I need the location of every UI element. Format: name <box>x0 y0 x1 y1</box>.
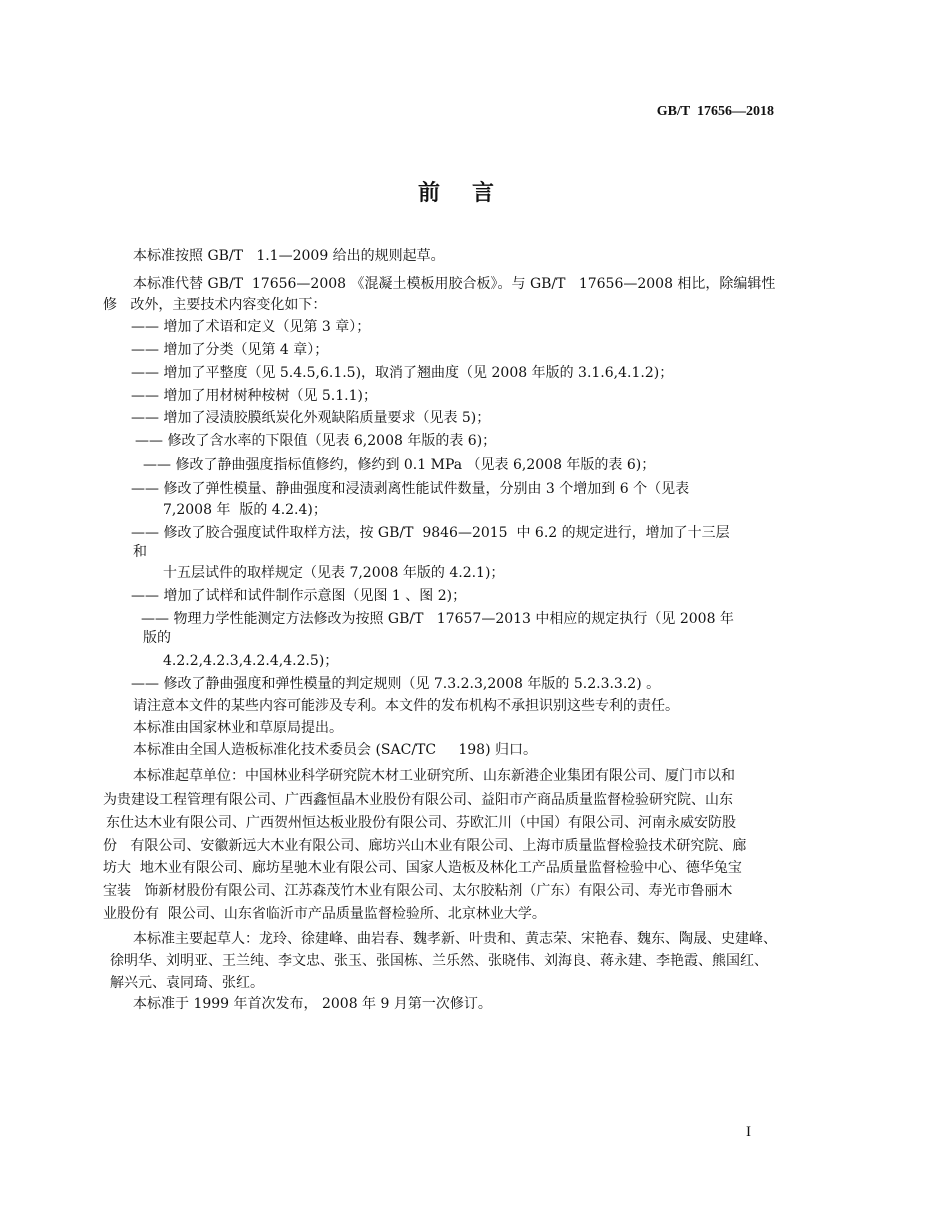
text-line: 业股份有 限公司、山东省临沂市产品质量监督检验所、北京林业大学。 <box>103 906 546 922</box>
list-item: —— 修改了含水率的下限值（见表 6,2008 年版的表 6)； <box>135 433 497 449</box>
text-line: 宝装 饰新材股份有限公司、江苏森茂竹木业有限公司、太尔胶粘剂（广东）有限公司、寿光市鲁丽木 <box>103 883 733 899</box>
list-item: —— 修改了静曲强度指标值修约，修约到 0.1 MPa （见表 6,2008 年版的表 6)； <box>143 457 656 473</box>
text-line: 解兴元、袁同琦、张红。 <box>110 975 264 991</box>
list-item-continuation: 十五层试件的取样规定（见表 7,2008 年版的 4.2.1)； <box>163 565 505 581</box>
list-item: —— 增加了试样和试件制作示意图（见图 1 、图 2)； <box>131 588 467 604</box>
standard-code: GB/T 17656—2018 <box>656 104 774 119</box>
list-item: —— 修改了静曲强度和弹性模量的判定规则（见 7.3.2.3,2008 年版的 5.2.3.3.2) 。 <box>131 676 661 692</box>
list-item-continuation: 版的 <box>143 630 171 646</box>
text-line: 本标准起草单位：中国林业科学研究院木材工业研究所、山东新港企业集团有限公司、厦门市以和 <box>133 768 735 784</box>
text-line: 本标准主要起草人：龙玲、徐建峰、曲岩春、魏孝新、叶贵和、黄志荣、宋艳春、魏东、陶晟、史建峰、 <box>133 931 777 947</box>
page-number: I <box>746 1124 751 1140</box>
text-line: 东仕达木业有限公司、广西贺州恒达板业股份有限公司、芬欧汇川（中国）有限公司、河南永威安防股 <box>106 815 736 831</box>
text-line: 本标准按照 GB/T 1.1—2009 给出的规则起草。 <box>133 248 445 264</box>
list-item: —— 增加了用材树种桉树（见 5.1.1)； <box>131 388 377 404</box>
list-item-continuation: 4.2.2,4.2.3,4.2.4,4.2.5)； <box>163 653 339 669</box>
text-line: 修 改外，主要技术内容变化如下： <box>103 297 327 313</box>
text-line: 为贵建设工程管理有限公司、广西鑫恒晶木业股份有限公司、益阳市产商品质量监督检验研究院、山东 <box>103 792 733 808</box>
text-line: 请注意本文件的某些内容可能涉及专利。本文件的发布机构不承担识别这些专利的责任。 <box>133 698 679 714</box>
text-line: 本标准由全国人造板标准化技术委员会 (SAC/TC 198) 归口。 <box>133 742 537 758</box>
list-item: —— 修改了胶合强度试件取样方法，按 GB/T 9846—2015 中 6.2 的规定进行，增加了十三层 <box>131 525 730 541</box>
list-item: —— 物理力学性能测定方法修改为按照 GB/T 17657—2013 中相应的规定执行（见 2008 年 <box>141 611 734 627</box>
text-line: 本标准代替 GB/T 17656—2008 《混凝土模板用胶合板》。与 GB/T 17656—2008 相比，除编辑性 <box>133 276 776 292</box>
text-line: 份 有限公司、安徽新远大木业有限公司、廊坊兴山木业有限公司、上海市质量监督检验技术研究院、廊 <box>103 838 747 854</box>
page-title: 前言 <box>417 180 526 206</box>
list-item: —— 修改了弹性模量、静曲强度和浸渍剥离性能试件数量，分别由 3 个增加到 6 个（见表 <box>131 481 690 497</box>
list-item: —— 增加了术语和定义（见第 3 章）； <box>131 319 371 335</box>
text-line: 本标准由国家林业和草原局提出。 <box>133 720 343 736</box>
text-line: 徐明华、刘明亚、王兰纯、李文忠、张玉、张国栋、兰乐然、张晓伟、刘海良、蒋永建、李艳霞、熊国红、 <box>110 953 768 969</box>
list-item: —— 增加了分类（见第 4 章）； <box>131 342 329 358</box>
list-item: —— 增加了浸渍胶膜纸炭化外观缺陷质量要求（见表 5)； <box>131 410 491 426</box>
list-item: —— 增加了平整度（见 5.4.5,6.1.5)，取消了翘曲度（见 2008 年版的 3.1.6,4.1.2)； <box>131 365 674 381</box>
list-item-continuation: 和 <box>133 544 147 560</box>
text-line: 坊大 地木业有限公司、廊坊星驰木业有限公司、国家人造板及林化工产品质量监督检验中心、德华兔宝 <box>103 860 742 876</box>
text-line: 本标准于 1999 年首次发布， 2008 年 9 月第一次修订。 <box>133 996 492 1012</box>
list-item-continuation: 7,2008 年 版的 4.2.4)； <box>163 502 327 518</box>
